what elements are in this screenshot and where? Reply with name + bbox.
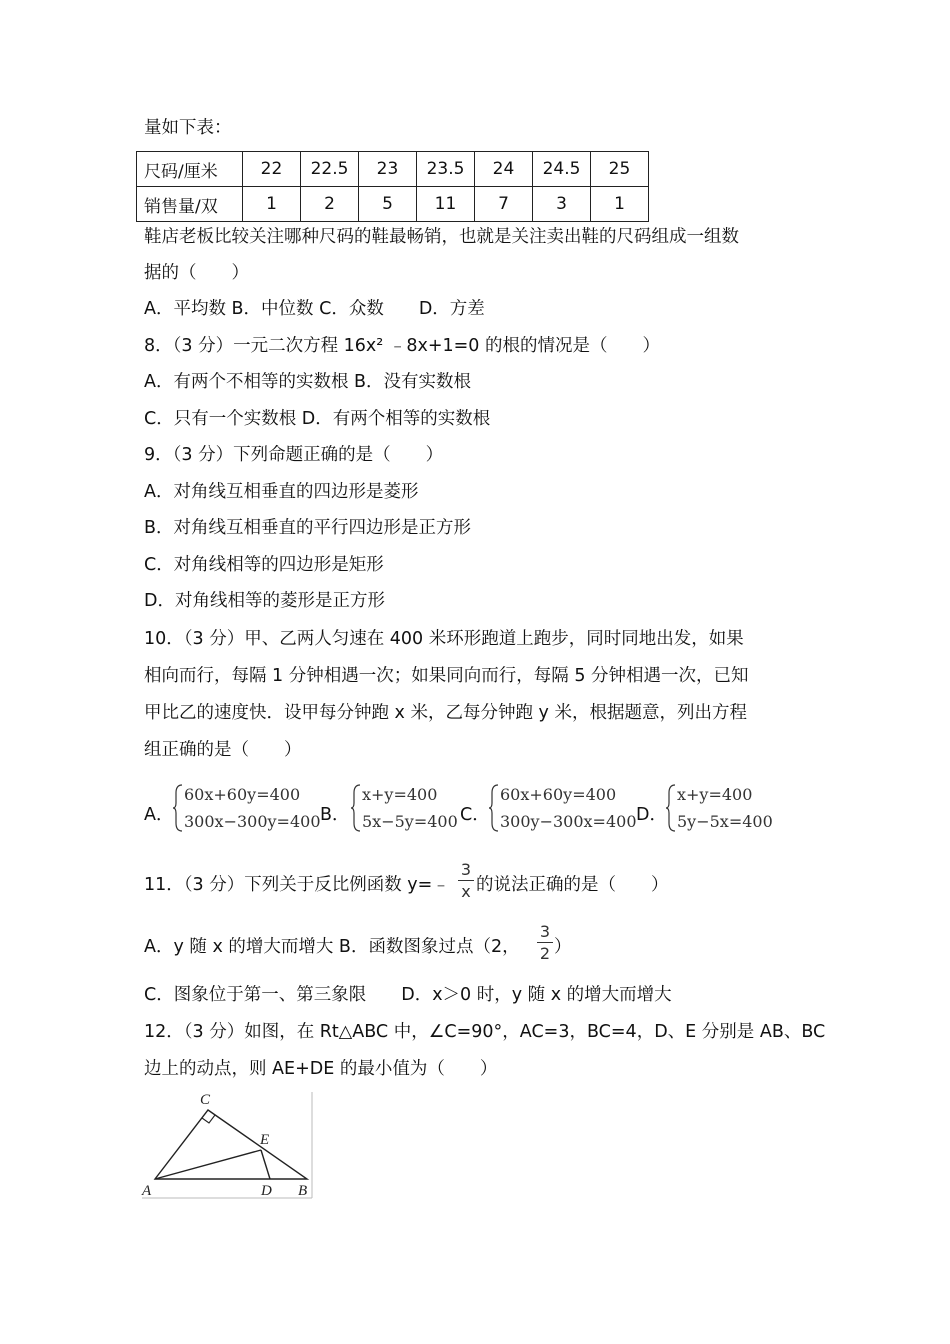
q12-line1: 12．（3 分）如图，在 Rt△ABC 中，∠C=90°，AC=3，BC=4，D、E 分别是 AB、BC xyxy=(144,1022,826,1042)
table-row-sizes xyxy=(137,152,649,187)
table-row-sales xyxy=(137,187,649,222)
sales-cell: 2 xyxy=(301,187,359,222)
q10-option-a-label: A． xyxy=(144,805,174,825)
size-cell: 22 xyxy=(243,152,301,187)
label-d: D xyxy=(261,1183,272,1199)
q11-options-ab-suffix: ） xyxy=(554,937,572,957)
q7-options: A．平均数 B．中位数 C．众数 D．方差 xyxy=(144,299,485,319)
point-fraction xyxy=(537,922,553,963)
q10-option-c-label: C． xyxy=(460,805,490,825)
segment-ae xyxy=(155,1150,261,1179)
q10-line4: 组正确的是（ ） xyxy=(144,740,302,760)
equation: x+y=400 xyxy=(362,785,438,804)
size-cell: 24.5 xyxy=(533,152,591,187)
equation: 5x−5y=400 xyxy=(362,812,458,831)
size-cell: 24 xyxy=(475,152,533,187)
shoe-size-table xyxy=(136,151,649,222)
q10-line1: 10．（3 分）甲、乙两人匀速在 400 米环形跑道上跑步，同时同地出发，如果 xyxy=(144,629,744,649)
q11-suffix: 的说法正确的是（ ） xyxy=(476,875,669,895)
sales-header: 销售量/双 xyxy=(137,187,243,222)
q8-options-line2: C．只有一个实数根 D．有两个相等的实数根 xyxy=(144,409,491,429)
q8-text: 8．（3 分）一元二次方程 16x² ﹣8x+1=0 的根的情况是（ ） xyxy=(144,336,660,356)
label-a: A xyxy=(142,1183,152,1199)
q11-options-ab: A．y 随 x 的增大而增大 B．函数图象过点（2， xyxy=(144,937,520,957)
fraction-bar xyxy=(537,942,553,943)
sales-cell: 1 xyxy=(591,187,649,222)
q10-line3: 甲比乙的速度快．设甲每分钟跑 x 米，乙每分钟跑 y 米，根据题意，列出方程 xyxy=(144,703,747,723)
size-header: 尺码/厘米 xyxy=(137,152,243,187)
label-c: C xyxy=(200,1092,211,1108)
q11-options-cd: C．图象位于第一、第三象限 D．x＞0 时，y 随 x 的增大而增大 xyxy=(144,985,672,1005)
equation: 60x+60y=400 xyxy=(500,785,617,804)
q10-option-d-label: D． xyxy=(636,805,667,825)
q9-option-b: B．对角线互相垂直的平行四边形是正方形 xyxy=(144,518,472,538)
q7-text-line1: 鞋店老板比较关注哪种尺码的鞋最畅销，也就是关注卖出鞋的尺码组成一组数 xyxy=(144,227,739,247)
fraction-denominator: 2 xyxy=(539,944,551,963)
q9-text: 9．（3 分）下列命题正确的是（ ） xyxy=(144,445,444,465)
label-b: B xyxy=(298,1183,308,1199)
size-cell: 25 xyxy=(591,152,649,187)
fraction-bar xyxy=(458,880,474,881)
q11-prefix: 11．（3 分）下列关于反比例函数 y=﹣ xyxy=(144,875,450,895)
q9-option-a: A．对角线互相垂直的四边形是菱形 xyxy=(144,482,419,502)
fraction-numerator: 3 xyxy=(460,860,472,879)
sales-cell: 3 xyxy=(533,187,591,222)
sales-cell: 7 xyxy=(475,187,533,222)
sales-cell: 11 xyxy=(417,187,475,222)
sales-cell: 1 xyxy=(243,187,301,222)
size-cell: 22.5 xyxy=(301,152,359,187)
sales-cell: 5 xyxy=(359,187,417,222)
q10-option-b-label: B． xyxy=(320,805,350,825)
q11-fraction xyxy=(458,860,474,901)
q12-line2: 边上的动点，则 AE+DE 的最小值为（ ） xyxy=(144,1059,498,1079)
intro-text: 量如下表： xyxy=(144,118,232,138)
equation: x+y=400 xyxy=(677,785,753,804)
brace-icon xyxy=(350,783,362,833)
brace-icon xyxy=(488,783,500,833)
fraction-numerator: 3 xyxy=(539,922,551,941)
label-e: E xyxy=(260,1132,270,1148)
equation: 300x−300y=400 xyxy=(184,812,321,831)
size-cell: 23 xyxy=(359,152,417,187)
q10-line2: 相向而行，每隔 1 分钟相遇一次；如果同向而行，每隔 5 分钟相遇一次，已知 xyxy=(144,666,749,686)
triangle-abc xyxy=(155,1110,307,1179)
q9-option-c: C．对角线相等的四边形是矩形 xyxy=(144,555,384,575)
q7-text-line2: 据的（ ） xyxy=(144,263,249,283)
brace-icon xyxy=(172,783,184,833)
segment-de xyxy=(261,1150,270,1179)
equation: 60x+60y=400 xyxy=(184,785,301,804)
fraction-denominator: x xyxy=(461,882,471,901)
brace-icon xyxy=(665,783,677,833)
q8-options-line1: A．有两个不相等的实数根 B．没有实数根 xyxy=(144,372,472,392)
triangle-figure xyxy=(140,1090,316,1202)
size-cell: 23.5 xyxy=(417,152,475,187)
q9-option-d: D．对角线相等的菱形是正方形 xyxy=(144,591,385,611)
equation: 300y−300x=400 xyxy=(500,812,637,831)
equation: 5y−5x=400 xyxy=(677,812,773,831)
